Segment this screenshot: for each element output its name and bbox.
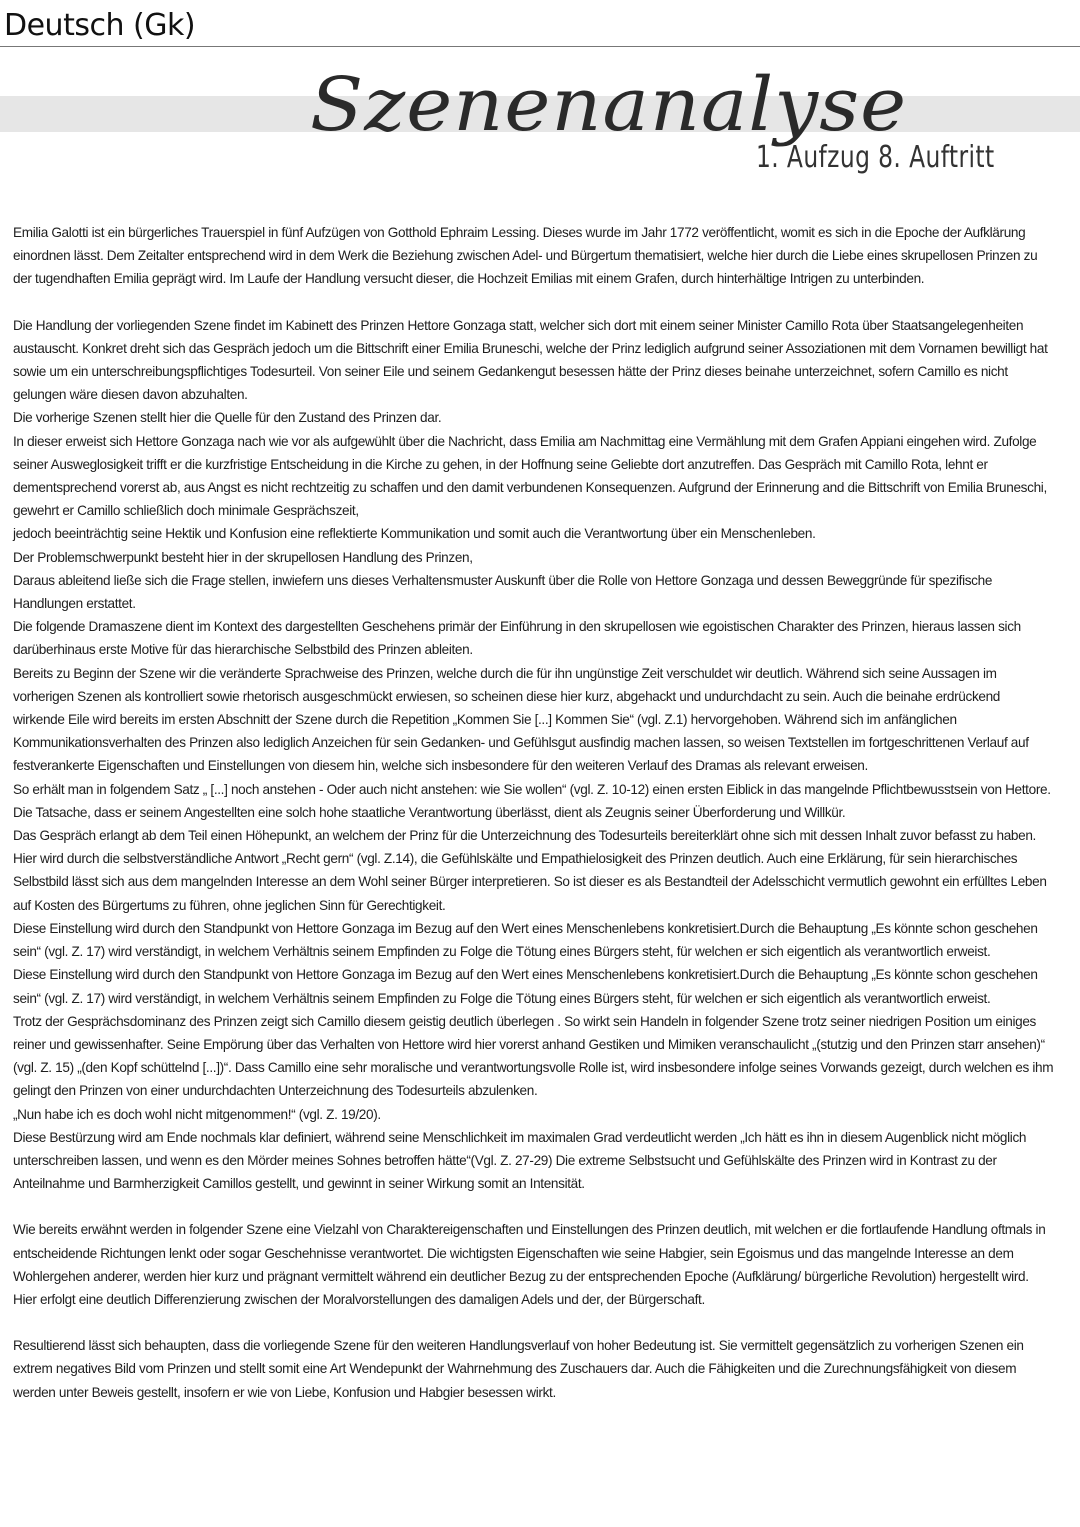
paragraph: So erhält man in folgendem Satz „ [...] noch anstehen - Oder auch nicht anstehen: wie Sie wollen“ (vgl. Z. 10-12) einen ersten Eiblick in das mangelnde Pflichtbewusstsein von Hettore. Die Tatsache, dass er seinem Angestellten eine solch hohe staatliche Verantwortung überlässt, dient als Zeugnis seiner Überforderung und Willkür. bbox=[13, 781, 1051, 820]
paragraph: Der Problemschwerpunkt besteht hier in der skrupellosen Handlung des Prinzen, bbox=[13, 549, 473, 565]
paragraph: „Nun habe ich es doch wohl nicht mitgenommen!“ (vgl. Z. 19/20). bbox=[13, 1106, 381, 1122]
paragraph-conclusion: Resultierend lässt sich behaupten, dass die vorliegende Szene für den weiteren Handlungsverlauf von hoher Bedeutung ist. Sie vermittelt gegensätzlich zu vorherigen Szenen ein extrem negatives Bild vom Prinzen und stellt somit eine Art Wendepunkt der Wahrnehmung des Zuschauers dar. Auch die Fähigkeiten und die Zurechnungsfähigkeit von diesem werden unter Beweis gestellt, insofern er wie von Liebe, Konfusion und Habgier besessen wirkt. bbox=[13, 1338, 1024, 1400]
essay-body bbox=[13, 221, 1055, 1404]
paragraph: Hier erfolgt eine deutlich Differenzierung zwischen der Moralvorstellungen des damaligen Adels und der, der Bürgerschaft. bbox=[13, 1291, 705, 1307]
page-title: Szenenanalyse bbox=[310, 62, 908, 148]
paragraph: Diese Einstellung wird durch den Standpunkt von Hettore Gonzaga im Bezug auf den Wert eines Menschenlebens konkretisiert.Durch die Behauptung „Es könnte schon geschehen sein“ (vgl. Z. 17) wird verständigt, in welchem Verhältnis seinem Empfinden zu Folge die Tötung eines Bürgers steht, für welchen er sich eigentlich als verantwortlich erweist. bbox=[13, 967, 1038, 1006]
page-subtitle: 1. Aufzug 8. Auftritt bbox=[756, 140, 995, 175]
subject-heading: Deutsch (Gk) bbox=[4, 8, 196, 43]
paragraph: Die folgende Dramaszene dient im Kontext des dargestellten Geschehens primär der Einführung in den skrupellosen wie egoistischen Charakter des Prinzen, hieraus lassen sich darüberhinaus erste Motive für das hierarchische Selbstbild des Prinzen ableiten. bbox=[13, 619, 1021, 658]
paragraph: Diese Einstellung wird durch den Standpunkt von Hettore Gonzaga im Bezug auf den Wert eines Menschenlebens konkretisiert.Durch die Behauptung „Es könnte schon geschehen sein“ (vgl. Z. 17) wird verständigt, in welchem Verhältnis seinem Empfinden zu Folge die Tötung eines Bürgers steht, für welchen er sich eigentlich als verantwortlich erweist. bbox=[13, 920, 1038, 960]
paragraph: Wie bereits erwähnt werden in folgender Szene eine Vielzahl von Charaktereigenschaften und Einstellungen des Prinzen deutlich, mit welchen er die fortlaufende Handlung oftmals in entscheidende Richtungen lenkt oder sogar Geschehnisse verantwortet. Die wichtigsten Eigenschaften wie seine Habgier, sein Egoismus und das mangelnde Interesse an dem Wohlergehen anderer, werden hier kurz und prägnant vermittelt während ein deutlicher Bezug zu der entsprechenden Epoche (Aufklärung/ bürgerliche Revolution) hergestellt wird. bbox=[13, 1222, 1046, 1284]
paragraph: Das Gespräch erlangt ab dem Teil einen Höhepunkt, an welchem der Prinz für die Unterzeichnung des Todesurteils bereiterklärt ohne sich mit dessen Inhalt zuvor befasst zu haben. bbox=[13, 828, 1036, 844]
header-rule bbox=[0, 46, 1080, 47]
paragraph: Daraus ableitend ließe sich die Frage stellen, inwiefern uns dieses Verhaltensmuster Auskunft über die Rolle von Hettore Gonzaga und dessen Beweggründe für spezifische Handlungen erstattet. bbox=[13, 572, 993, 612]
paragraph: Die Handlung der vorliegenden Szene findet im Kabinett des Prinzen Hettore Gonzaga statt, welcher sich dort mit einem seiner Minister Camillo Rota über Staatsangelegenheiten austauscht. Konkret dreht sich das Gespräch jedoch um die Bittschrift einer Emilia Bruneschi, welche der Prinz lediglich aufgrund seiner Assoziationen mit dem Vornamen bewilligt hat sowie um ein unterschreibungspflichtiges Todesurteil. Von seiner Eile und seinem Gedankengut besessen hätte der Prinz dieses beinahe unterzeichnet, sofern Camillo es nicht gelungen wäre diesen davon abzuhalten. bbox=[13, 317, 1048, 403]
paragraph: Die vorherige Szenen stellt hier die Quelle für den Zustand des Prinzen dar. bbox=[13, 410, 442, 426]
paragraph-intro: Emilia Galotti ist ein bürgerliches Trauerspiel in fünf Aufzügen von Gotthold Ephraim Lessing. Dieses wurde im Jahr 1772 veröffentlicht, womit es sich in die Epoche der Aufklärung einordnen lässt. Dem Zeitalter entsprechend wird in dem Werk die Beziehung zwischen Adel- und Bürgertum thematisiert, welche hier durch die Liebe eines skrupellosen Prinzen zu der tugendhaften Emilia geprägt wird. Im Laufe der Handlung versucht dieser, die Hochzeit Emilias mit einem Grafen, durch hinterhältige Intrigen zu unterbinden. bbox=[13, 225, 1038, 287]
paragraph: jedoch beeinträchtig seine Hektik und Konfusion eine reflektierte Kommunikation und somit auch die Verantwortung über ein Menschenleben. bbox=[13, 526, 816, 542]
paragraph: Trotz der Gesprächsdominanz des Prinzen zeigt sich Camillo diesem geistig deutlich überlegen . So wirkt sein Handeln in folgender Szene trotz seiner niedrigen Position um einiges reiner und gewissenhafter. Seine Empörung über das Verhalten von Hettore wird hier vorerst anhand Gestiken und Mimiken veranschaulicht „(stutzig und den Prinzen starr ansehen)“ (vgl. Z. 15) „(den Kopf schüttelnd [...])“. Dass Camillo eine sehr moralische und verantwortungsvolle Rolle ist, wird insbesondere infolge seines Vorwands gezeigt, durch welchen es ihm gelingt den Prinzen von einer undurchdachten Unterzeichnung des Todesurteils abzulenken. bbox=[13, 1013, 1054, 1099]
paragraph: Diese Bestürzung wird am Ende nochmals klar definiert, während seine Menschlichkeit im maximalen Grad verdeutlicht werden „Ich hätt es ihn in diesem Augenblick nicht möglich unterschreiben lassen, und wenn es den Mörder meines Sohnes betroffen hätte“(Vgl. Z. 27-29) Die extreme Selbstsucht und Gefühlskälte des Prinzen wird in Kontrast zu der Anteilnahme und Barmherzigkeit Camillos gestellt, und gewinnt in seiner Wirkung somit an Intensität. bbox=[13, 1129, 1027, 1192]
paragraph: In dieser erweist sich Hettore Gonzaga nach wie vor als aufgewühlt über die Nachricht, dass Emilia am Nachmittag eine Vermählung mit dem Grafen Appiani eingehen wird. Zufolge seiner Ausweglosigkeit trifft er die kurzfristige Entscheidung in die Kirche zu gehen, in der Hoffnung seine Geliebte dort anzutreffen. Das Gespräch mit Camillo Rota, lehnt er dementsprechend vorerst ab, aus Angst es nicht rechtzeitig zu schaffen und den damit verbundenen Konsequenzen. Aufgrund der Erinnerung and die Bittschrift von Emilia Bruneschi, gewehrt er Camillo schließlich doch minimale Gesprächszeit, bbox=[13, 433, 1047, 519]
paragraph: Hier wird durch die selbstverständliche Antwort „Recht gern“ (vgl. Z.14), die Gefühlskälte und Empathielosigkeit des Prinzen deutlich. Auch eine Erklärung, für sein hierarchisches Selbstbild lässt sich aus dem mangelnden Interesse an dem Wohl seiner Bürger interpretieren. So ist dieser es als Bestandteil der Adelsschicht vermutlich gewohnt ein erfülltes Leben auf Kosten des Bürgertums zu führen, ohne jeglichen Sinn für Gerechtigkeit. bbox=[13, 851, 1047, 913]
paragraph: Bereits zu Beginn der Szene wir die veränderte Sprachweise des Prinzen, welche durch die für ihn ungünstige Zeit verschuldet wir deutlich. Während sich seine Aussagen im vorherigen Szenen als kontrolliert sowie rhetorisch ausgeschmückt erwiesen, so scheinen diese hier kurz, abgehackt und undurchdacht zu sein. Auch die beinahe erdrückend wirkende Eile wird bereits im ersten Abschnitt der Szene durch die Repetition „Kommen Sie [...] Kommen Sie“ (vgl. Z.1) hervorgehoben. Während sich im anfänglichen Kommunikationsverhalten des Prinzen also lediglich Anzeichen für sein Gedanken- und Gefühlsgut ausfindig machen lassen, so weisen Textstellen im fortgeschrittenen Verlauf auf festverankerte Eigenschaften und Einstellungen von diesem hin, welche sich insbesondere für den weiteren Verlauf des Dramas als relevant erweisen. bbox=[13, 665, 1029, 774]
